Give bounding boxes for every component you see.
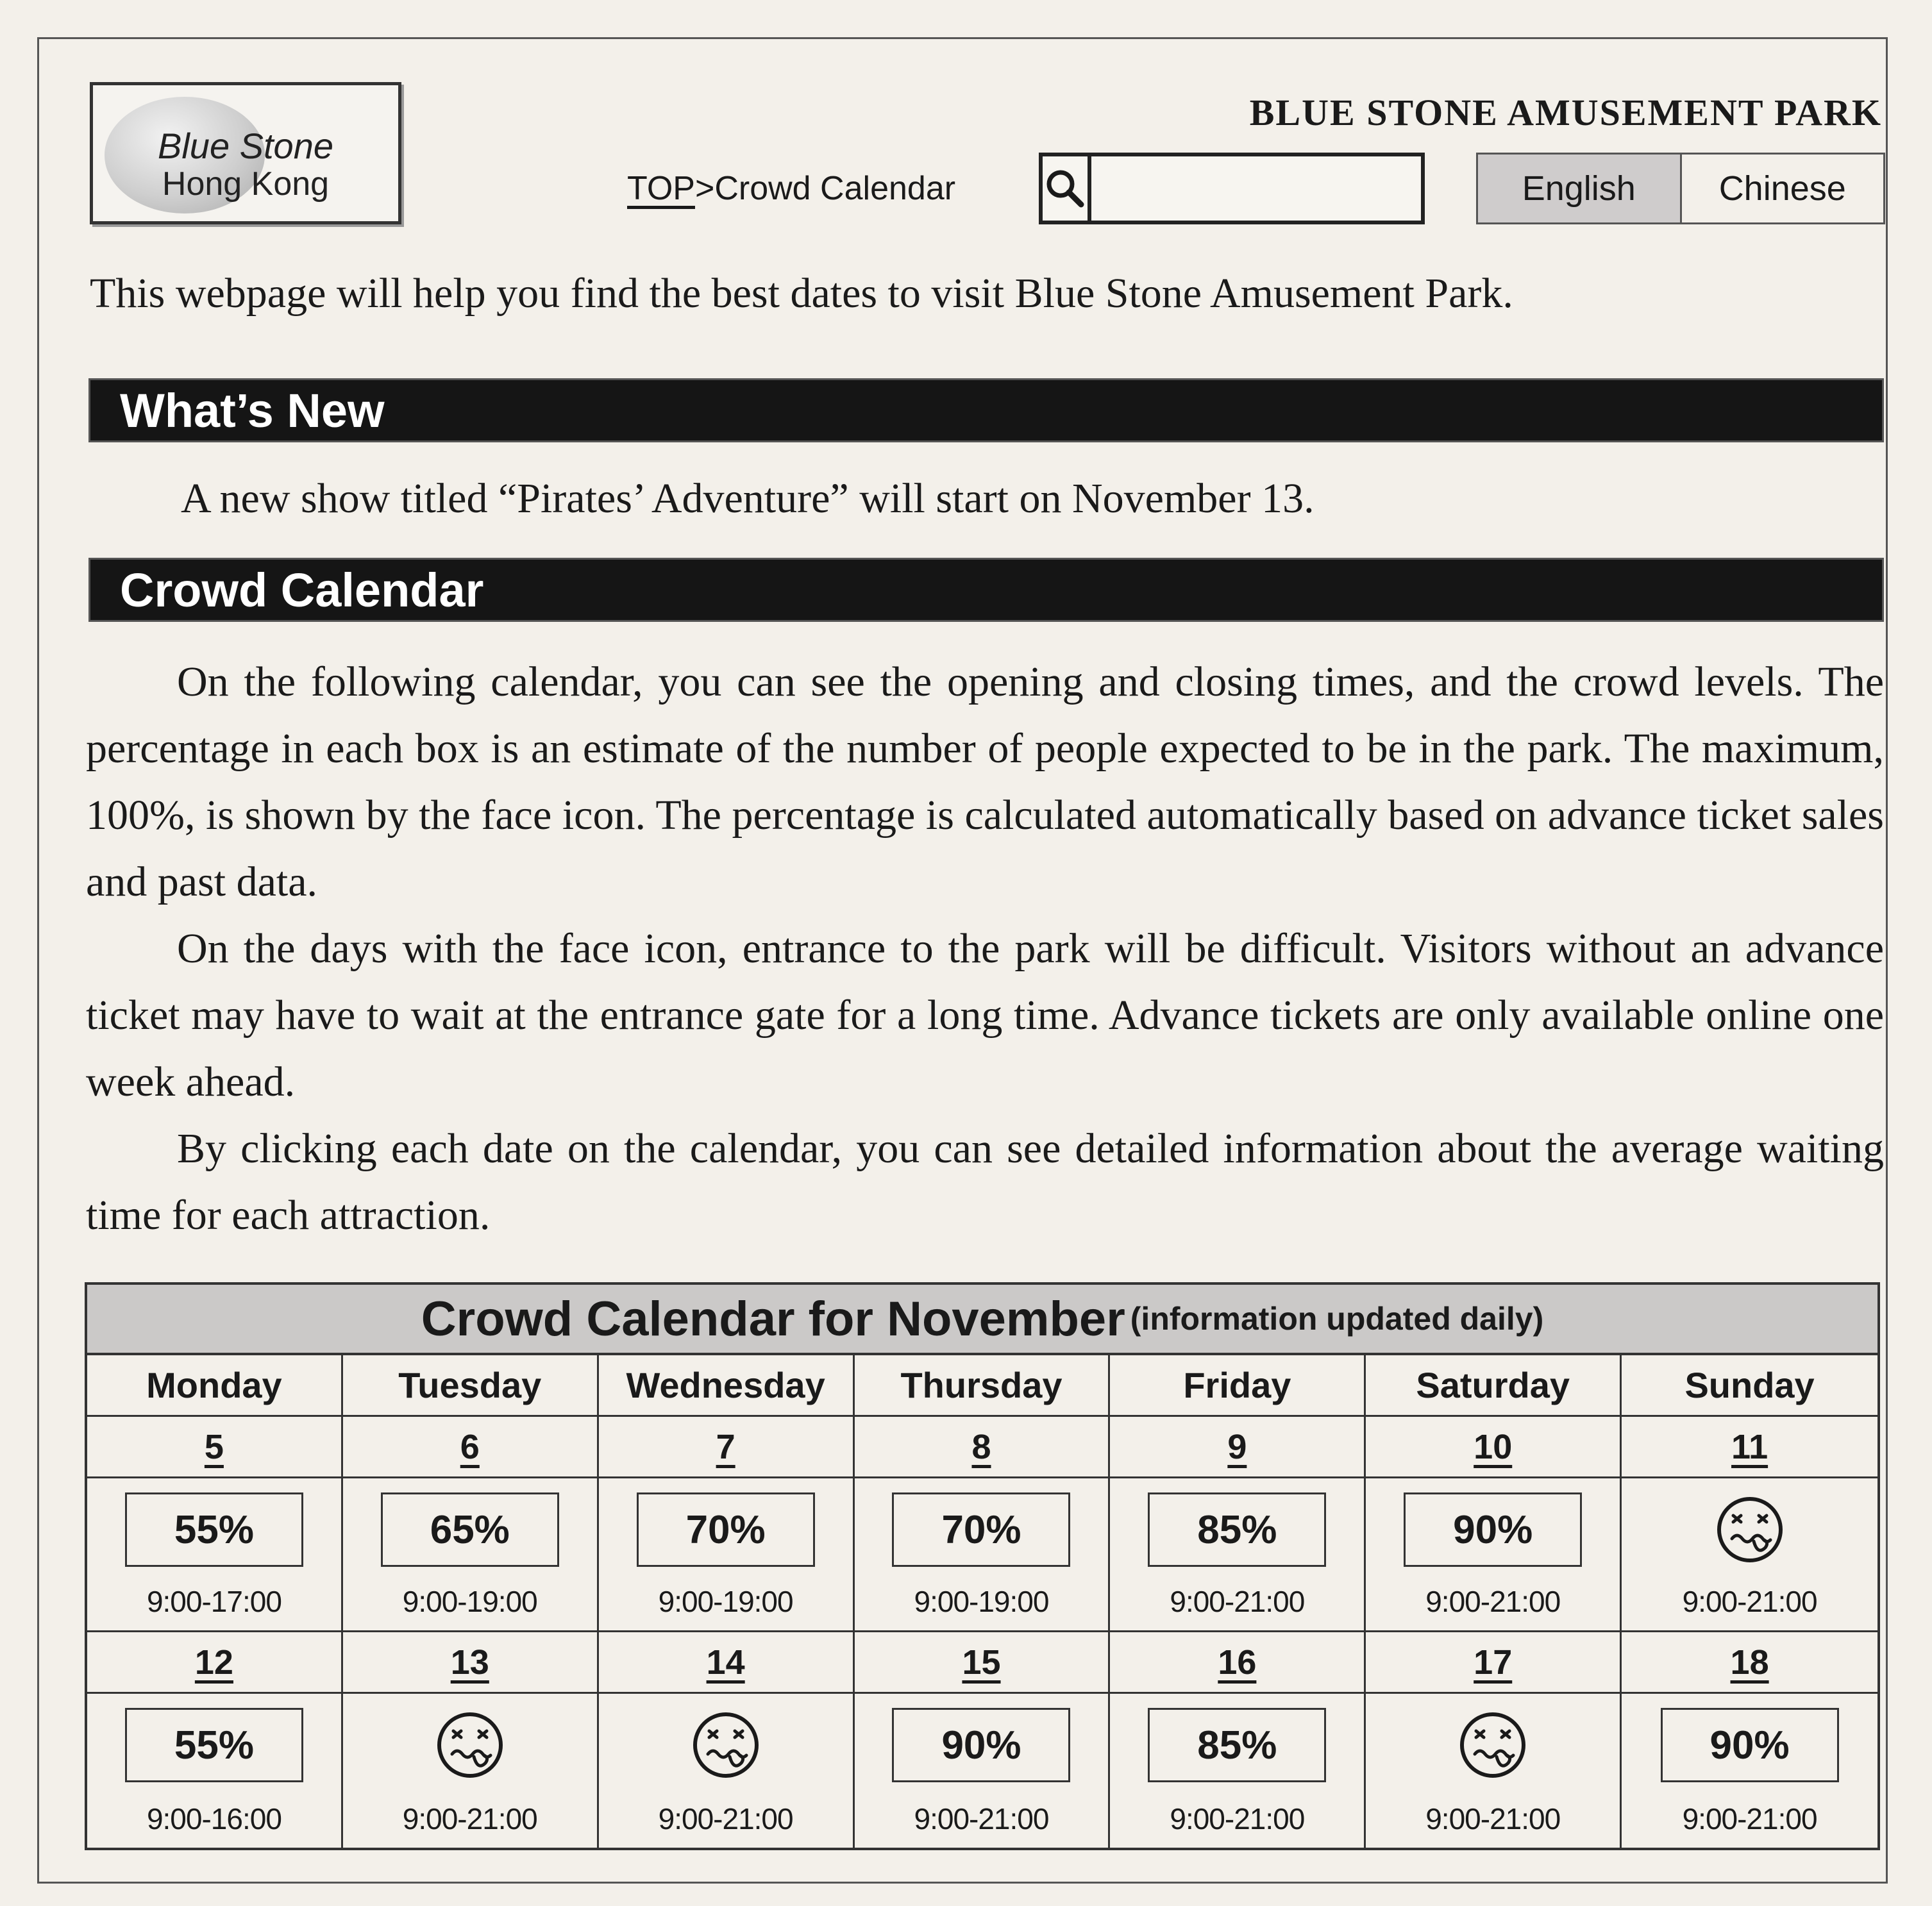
calendar-date[interactable] xyxy=(855,1632,1111,1694)
calendar-date[interactable] xyxy=(1366,1632,1622,1694)
calendar-day-info[interactable] xyxy=(343,1694,599,1848)
crowd-percentage: 65% xyxy=(381,1492,559,1567)
date-number[interactable]: 18 xyxy=(1730,1643,1769,1682)
full-capacity-indicator xyxy=(1404,1708,1582,1782)
breadcrumb-top-link[interactable]: TOP xyxy=(627,170,695,207)
crowd-paragraph-3: By clicking each date on the calendar, you can see detailed information about the average waiting time for each attraction. xyxy=(86,1125,1884,1239)
park-logo[interactable] xyxy=(90,82,401,224)
search-button[interactable] xyxy=(1043,156,1091,221)
date-number[interactable]: 12 xyxy=(194,1643,233,1682)
opening-hours: 9:00-21:00 xyxy=(1170,1802,1305,1835)
crowd-percentage: 70% xyxy=(637,1492,815,1567)
calendar-date[interactable] xyxy=(87,1417,343,1478)
date-number[interactable]: 15 xyxy=(962,1643,1001,1682)
calendar-day-info[interactable] xyxy=(1110,1694,1366,1848)
search-input[interactable] xyxy=(1091,156,1481,221)
date-number[interactable]: 10 xyxy=(1474,1427,1513,1466)
crowded-face-icon xyxy=(434,1709,506,1781)
opening-hours: 9:00-21:00 xyxy=(1682,1802,1817,1835)
day-header: Saturday xyxy=(1366,1355,1622,1417)
calendar-grid xyxy=(87,1355,1877,1848)
opening-hours: 9:00-19:00 xyxy=(658,1585,793,1618)
crowded-face-icon xyxy=(1714,1494,1786,1566)
day-header: Wednesday xyxy=(599,1355,855,1417)
calendar-date[interactable] xyxy=(1622,1632,1877,1694)
calendar-date[interactable] xyxy=(1366,1417,1622,1478)
calendar-day-info[interactable] xyxy=(1110,1478,1366,1632)
logo-line2: Hong Kong xyxy=(162,165,330,203)
opening-hours: 9:00-17:00 xyxy=(146,1585,281,1618)
date-number[interactable]: 11 xyxy=(1731,1427,1768,1466)
crowd-percentage: 55% xyxy=(125,1492,303,1567)
opening-hours: 9:00-21:00 xyxy=(658,1802,793,1835)
crowd-paragraph-1: On the following calendar, you can see the opening and closing times, and the crowd levels. The percentage in each box is an estimate of the number of people expected to be in the park. The maximum, 100%, is shown by the face icon. The percentage is calculated automatically based on advance ticket sales and past data. xyxy=(86,658,1884,905)
day-header: Tuesday xyxy=(343,1355,599,1417)
calendar-date[interactable] xyxy=(599,1632,855,1694)
calendar-day-info[interactable] xyxy=(87,1478,343,1632)
calendar-day-info[interactable] xyxy=(343,1478,599,1632)
calendar-date[interactable] xyxy=(599,1417,855,1478)
whats-new-heading: What’s New xyxy=(88,378,1884,442)
calendar-subtitle: (information updated daily) xyxy=(1130,1301,1544,1337)
language-switcher xyxy=(1476,153,1885,224)
search-icon xyxy=(1043,166,1088,211)
park-name: BLUE STONE AMUSEMENT PARK xyxy=(1249,92,1882,133)
crowd-percentage: 70% xyxy=(892,1492,1070,1567)
logo-line1: Blue Stone xyxy=(158,126,333,166)
crowd-percentage: 55% xyxy=(125,1708,303,1782)
breadcrumb-separator: > xyxy=(694,170,715,207)
calendar-date[interactable] xyxy=(343,1632,599,1694)
calendar-title-bar xyxy=(87,1285,1877,1355)
opening-hours: 9:00-19:00 xyxy=(914,1585,1049,1618)
calendar-title: Crowd Calendar for November xyxy=(421,1291,1125,1346)
lang-chinese-button[interactable]: Chinese xyxy=(1718,169,1846,208)
opening-hours: 9:00-21:00 xyxy=(914,1802,1049,1835)
crowd-paragraph-2: On the days with the face icon, entrance to the park will be difficult. Visitors without an advance ticket may have to wait at the entrance gate for a long time. Advance tickets are only available online one week ahead. xyxy=(86,925,1884,1105)
date-number[interactable]: 17 xyxy=(1474,1643,1513,1682)
whats-new-text: A new show titled “Pirates’ Adventure” will start on November 13. xyxy=(181,475,1315,522)
crowd-percentage: 90% xyxy=(1404,1492,1582,1567)
calendar-day-info[interactable] xyxy=(1366,1478,1622,1632)
calendar-date[interactable] xyxy=(1622,1417,1877,1478)
date-number[interactable]: 9 xyxy=(1227,1427,1247,1466)
calendar-day-info[interactable] xyxy=(599,1694,855,1848)
date-number[interactable]: 16 xyxy=(1218,1643,1257,1682)
breadcrumb xyxy=(627,169,955,208)
crowded-face-icon xyxy=(1457,1709,1529,1781)
calendar-day-info[interactable] xyxy=(1366,1694,1622,1848)
date-number[interactable]: 13 xyxy=(450,1643,489,1682)
day-header: Friday xyxy=(1110,1355,1366,1417)
full-capacity-indicator xyxy=(381,1708,559,1782)
calendar-day-info[interactable] xyxy=(855,1694,1111,1848)
crowd-calendar xyxy=(85,1282,1880,1850)
opening-hours: 9:00-21:00 xyxy=(1170,1585,1305,1618)
calendar-date[interactable] xyxy=(87,1632,343,1694)
calendar-date[interactable] xyxy=(1110,1632,1366,1694)
intro-text: This webpage will help you find the best dates to visit Blue Stone Amusement Park. xyxy=(90,270,1513,317)
opening-hours: 9:00-16:00 xyxy=(146,1802,281,1835)
day-header: Monday xyxy=(87,1355,343,1417)
calendar-date[interactable] xyxy=(343,1417,599,1478)
search-box xyxy=(1039,153,1425,224)
crowd-calendar-heading: Crowd Calendar xyxy=(88,558,1884,622)
crowd-percentage: 90% xyxy=(1661,1708,1839,1782)
breadcrumb-current: Crowd Calendar xyxy=(714,170,956,207)
day-header: Thursday xyxy=(855,1355,1111,1417)
calendar-day-info[interactable] xyxy=(599,1478,855,1632)
calendar-day-info[interactable] xyxy=(855,1478,1111,1632)
date-number[interactable]: 6 xyxy=(460,1427,480,1466)
calendar-day-info[interactable] xyxy=(87,1694,343,1848)
day-header: Sunday xyxy=(1622,1355,1877,1417)
lang-english-button[interactable]: English xyxy=(1478,155,1682,222)
opening-hours: 9:00-19:00 xyxy=(402,1585,537,1618)
opening-hours: 9:00-21:00 xyxy=(402,1802,537,1835)
opening-hours: 9:00-21:00 xyxy=(1425,1802,1561,1835)
calendar-date[interactable] xyxy=(855,1417,1111,1478)
crowd-percentage: 85% xyxy=(1148,1708,1326,1782)
calendar-date[interactable] xyxy=(1110,1417,1366,1478)
date-number[interactable]: 8 xyxy=(971,1427,991,1466)
crowd-percentage: 90% xyxy=(892,1708,1070,1782)
crowd-percentage: 85% xyxy=(1148,1492,1326,1567)
full-capacity-indicator xyxy=(1661,1492,1839,1567)
full-capacity-indicator xyxy=(637,1708,815,1782)
calendar-day-info[interactable] xyxy=(1622,1694,1877,1848)
date-number[interactable]: 7 xyxy=(716,1427,735,1466)
date-number[interactable]: 14 xyxy=(706,1643,745,1682)
opening-hours: 9:00-21:00 xyxy=(1425,1585,1561,1618)
opening-hours: 9:00-21:00 xyxy=(1682,1585,1817,1618)
calendar-day-info[interactable] xyxy=(1622,1478,1877,1632)
date-number[interactable]: 5 xyxy=(204,1427,224,1466)
crowded-face-icon xyxy=(690,1709,762,1781)
